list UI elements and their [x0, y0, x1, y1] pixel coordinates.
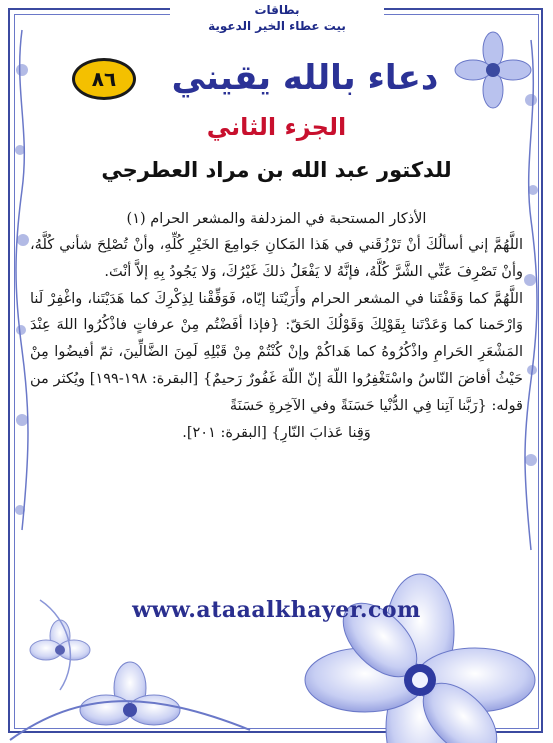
- card-number-badge: ٨٦: [72, 58, 136, 100]
- content-text: [30, 206, 523, 446]
- website-url[interactable]: www.ataaalkhayer.com: [132, 597, 421, 623]
- paragraph: وَقِنا عَذابَ النّارِ} [البقرة: ٢٠١].: [182, 424, 371, 441]
- part-subtitle: الجزء الثاني: [206, 113, 347, 141]
- paragraph: اللَّهُمَّ كما وَقَفْتَنا في المشعر الحرام وأَرَيْتَنا إيّاه، فَوَفِّقْنا لِذِكْرِكَ كما هَدَيْتَنا، واغْفِرْ لَنا وَارْحَمنا كما وَعَدْتَنا بِقَوْلِكَ وَقَوْلُكَ الحَقّ: {فإذا أفَضْتُم مِنْ عرفاتٍ فاذْكُرُوا اللهَ عِنْدَ المَشْعَرِ الحَرامِ واذْكُرُوهُ كما هَداكُمْ وإنْ كُنْتُمْ مِنْ قَبْلِهِ لَمِنَ الضَّالِّينَ، ثمّ أفيضُوا مِنْ حَيْثُ أفاضَ النّاسُ واسْتَغْفِرُوا اللّهَ إنّ اللّهَ غَفُورٌ رَحيمٌ} [البقرة: ١٩٨-١٩٩] ويُكثر من قوله: {رَبَّنا آتِنا فِي الدُّنْيا حَسَنَةً وفي الآخِرةِ حَسَنَةً: [30, 290, 523, 414]
- header-line-cards: بطاقات: [254, 3, 300, 17]
- author-line: للدكتور عبد الله بن مراد العطرجي: [101, 158, 452, 182]
- paragraph: اللَّهُمَّ إني أسألُكَ أنْ تَرْزُقَني في هَذا المَكانِ جَوامِعَ الخَيْرِ كُلِّهِ، وأنْ تُصْلِحَ شأني كُلَّهُ، وأنْ تَصْرِفَ عَنِّي الشَّرَّ كُلَّهُ، فإنَّهُ لا يَفْعَلُ ذلكَ غَيْرُكَ، وَلا يَجُودُ بِهِ إلاَّ أنْتَ.: [30, 237, 523, 280]
- publisher-header: [170, 0, 384, 38]
- header-line-publisher: بيت عطاء الخير الدعوية: [208, 19, 346, 33]
- page-title: دعاء بالله يقيني: [171, 58, 439, 98]
- section-heading: الأذكار المستحبة في المزدلفة والمشعر الحرام (١): [126, 211, 427, 227]
- flower-illustration: [0, 540, 553, 743]
